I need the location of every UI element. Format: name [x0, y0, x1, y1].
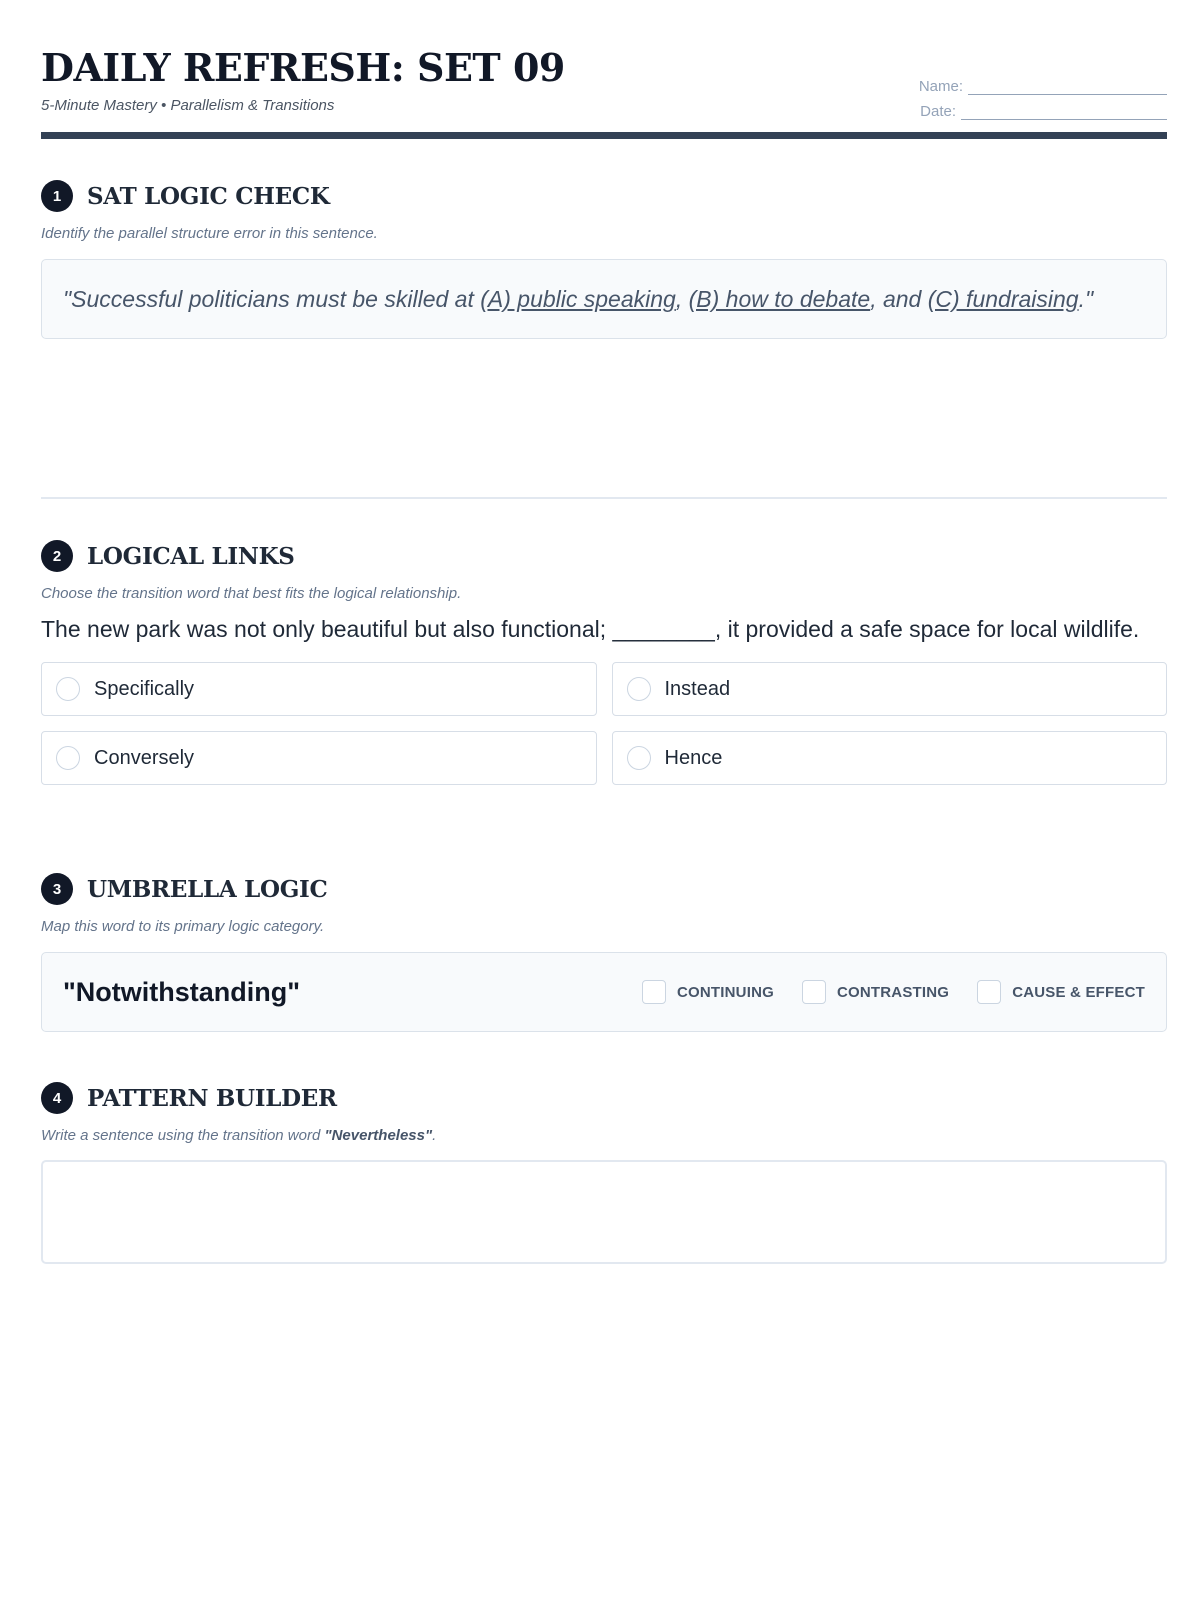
section-number-badge: 1	[41, 180, 73, 212]
quote-box	[41, 259, 1167, 339]
quote-sep-1: ,	[675, 286, 689, 312]
name-label: Name:	[918, 78, 963, 95]
section-logical-links	[41, 539, 1167, 785]
checkbox[interactable]	[642, 980, 666, 1004]
quote-part-a[interactable]: (A) public speaking	[480, 286, 676, 312]
quote-part-c[interactable]: (C) fundraising	[927, 286, 1079, 312]
page-title: DAILY REFRESH: SET 09	[41, 45, 565, 90]
section-number-badge: 4	[41, 1082, 73, 1114]
section-sat-logic-check	[41, 179, 1167, 339]
category-label: CAUSE & EFFECT	[1012, 983, 1145, 1001]
section-instruction	[41, 1127, 1167, 1144]
option-label: Specifically	[94, 677, 195, 700]
option-specifically[interactable]	[41, 662, 597, 716]
section-instruction: Choose the transition word that best fits the logical relationship.	[41, 585, 462, 602]
quote-close: ."	[1078, 286, 1094, 312]
section-title: SAT LOGIC CHECK	[87, 182, 330, 210]
quote-open: "Successful politicians must be skilled at	[63, 286, 481, 312]
worksheet-header	[41, 0, 1167, 139]
section-heading	[41, 539, 1167, 573]
date-label: Date:	[920, 103, 956, 120]
umbrella-box	[41, 952, 1167, 1032]
radio-button[interactable]	[56, 746, 80, 770]
section-title: UMBRELLA LOGIC	[87, 875, 328, 903]
option-hence[interactable]	[612, 731, 1168, 785]
option-label: Instead	[664, 677, 731, 700]
section-instruction: Identify the parallel structure error in this sentence.	[41, 225, 378, 242]
option-label: Conversely	[94, 746, 195, 769]
section-title: PATTERN BUILDER	[87, 1084, 337, 1112]
instruction-prefix: Write a sentence using the transition word	[41, 1127, 325, 1144]
section-heading	[41, 872, 1167, 906]
checkbox[interactable]	[977, 980, 1001, 1004]
section-number-badge: 2	[41, 540, 73, 572]
category-label: CONTINUING	[676, 983, 774, 1001]
section-instruction: Map this word to its primary logic category.	[41, 918, 325, 935]
answer-options	[41, 662, 1167, 785]
category-options	[614, 980, 1145, 1004]
student-info	[897, 70, 1167, 120]
instruction-word: "Nevertheless"	[324, 1127, 433, 1144]
radio-button[interactable]	[627, 677, 651, 701]
quote-part-b[interactable]: (B) how to debate	[688, 286, 871, 312]
target-word: "Notwithstanding"	[63, 976, 301, 1007]
name-row	[897, 70, 1167, 95]
date-row	[897, 95, 1167, 120]
quote-sep-2: , and	[870, 286, 928, 312]
radio-button[interactable]	[627, 746, 651, 770]
section-number-badge: 3	[41, 873, 73, 905]
category-label: CONTRASTING	[836, 983, 950, 1001]
header-divider	[41, 132, 1167, 139]
section-pattern-builder	[41, 1081, 1167, 1264]
checkbox[interactable]	[802, 980, 826, 1004]
category-continuing[interactable]	[642, 980, 774, 1004]
option-conversely[interactable]	[41, 731, 597, 785]
section-umbrella-logic	[41, 872, 1167, 1032]
page-subtitle: 5-Minute Mastery • Parallelism & Transitions	[41, 97, 335, 114]
radio-button[interactable]	[56, 677, 80, 701]
category-cause-effect[interactable]	[977, 980, 1145, 1004]
section-heading	[41, 179, 1167, 213]
section-title: LOGICAL LINKS	[87, 542, 295, 570]
instruction-suffix: .	[432, 1127, 437, 1144]
name-field[interactable]	[968, 78, 1167, 95]
category-contrasting[interactable]	[802, 980, 949, 1004]
section-heading	[41, 1081, 1167, 1115]
date-field[interactable]	[961, 103, 1167, 120]
sentence-answer-box[interactable]	[41, 1160, 1167, 1264]
option-instead[interactable]	[612, 662, 1168, 716]
question-prompt: The new park was not only beautiful but also functional; ________, it provided a safe space for local wildlife.	[41, 616, 1140, 642]
worksheet-page	[41, 0, 1167, 1144]
option-label: Hence	[664, 746, 723, 769]
section-divider	[41, 497, 1167, 499]
